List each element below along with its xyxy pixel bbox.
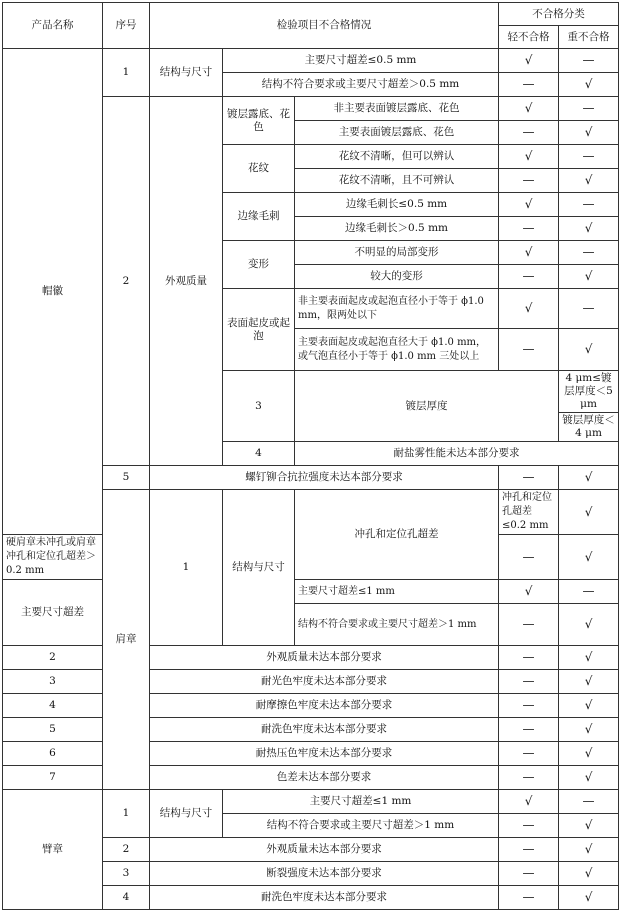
check-mark: √ xyxy=(499,49,559,73)
table-row xyxy=(3,790,619,814)
dash-mark: — xyxy=(499,838,559,862)
table-row xyxy=(3,718,619,742)
table-cell: 结构不符合要求或主要尺寸超差＞0.5 mm xyxy=(223,73,499,97)
table-cell: 外观质量未达本部分要求 xyxy=(150,646,499,670)
table-row xyxy=(3,694,619,718)
table-cell: 2 xyxy=(103,838,150,862)
dash-mark: — xyxy=(559,580,619,604)
check-mark: √ xyxy=(499,193,559,217)
table-cell: 外观质量 xyxy=(150,97,223,466)
table-cell: 表面起皮或起泡 xyxy=(223,289,295,371)
check-mark: √ xyxy=(499,790,559,814)
dash-mark: — xyxy=(499,265,559,289)
dash-mark: — xyxy=(499,694,559,718)
check-mark: √ xyxy=(499,97,559,121)
table-cell: 硬肩章未冲孔或肩章冲孔和定位孔超差＞0.2 mm xyxy=(3,535,103,580)
check-mark: √ xyxy=(559,742,619,766)
check-mark: √ xyxy=(559,121,619,145)
check-mark: √ xyxy=(559,670,619,694)
header-inspection-item: 检验项目不合格情况 xyxy=(150,3,499,49)
check-mark: √ xyxy=(499,289,559,329)
dash-mark: — xyxy=(499,814,559,838)
table-cell: 耐光色牢度未达本部分要求 xyxy=(150,670,499,694)
table-cell: 5 xyxy=(103,466,150,490)
table-cell: 耐热压色牢度未达本部分要求 xyxy=(150,742,499,766)
table-cell: 臂章 xyxy=(3,790,103,910)
header-sequence-no: 序号 xyxy=(103,3,150,49)
table-cell: 2 xyxy=(3,646,103,670)
check-mark: √ xyxy=(559,694,619,718)
dash-mark: — xyxy=(499,169,559,193)
table-cell: 耐洗色牢度未达本部分要求 xyxy=(150,718,499,742)
table-cell: 较大的变形 xyxy=(295,265,499,289)
table-cell: 断裂强度未达本部分要求 xyxy=(150,862,499,886)
table-cell: 1 xyxy=(103,49,150,97)
table-cell: 1 xyxy=(103,790,150,838)
dash-mark: — xyxy=(499,862,559,886)
table-cell: 变形 xyxy=(223,241,295,289)
dash-mark: — xyxy=(559,49,619,73)
table-cell: 3 xyxy=(3,670,103,694)
table-row xyxy=(3,742,619,766)
table-cell: 不明显的局部变形 xyxy=(295,241,499,265)
table-cell: 结构与尺寸 xyxy=(223,490,295,646)
table-cell: 非主要表面起皮或起泡直径小于等于 ϕ1.0 mm，限两处以下 xyxy=(295,289,499,329)
dash-mark: — xyxy=(499,742,559,766)
table-cell: 主要尺寸超差≤0.5 mm xyxy=(223,49,499,73)
table-row xyxy=(3,670,619,694)
table-cell: 边缘毛刺长≤0.5 mm xyxy=(295,193,499,217)
table-cell: 外观质量未达本部分要求 xyxy=(150,838,499,862)
table-cell: 耐洗色牢度未达本部分要求 xyxy=(150,886,499,910)
table-cell: 4 xyxy=(103,886,150,910)
dash-mark: — xyxy=(559,145,619,169)
table-cell: 主要尺寸超差≤1 mm xyxy=(223,790,499,814)
table-cell: 结构不符合要求或主要尺寸超差＞1 mm xyxy=(223,814,499,838)
table-cell: 主要尺寸超差≤1 mm xyxy=(295,580,499,604)
table-cell: 镀层露底、花色 xyxy=(223,97,295,145)
check-mark: √ xyxy=(559,535,619,580)
check-mark: √ xyxy=(559,265,619,289)
check-mark: √ xyxy=(559,814,619,838)
check-mark: √ xyxy=(559,169,619,193)
table-cell: 3 xyxy=(103,862,150,886)
table-row xyxy=(3,580,619,604)
dash-mark: — xyxy=(499,604,559,646)
table-cell: 边缘毛刺长＞0.5 mm xyxy=(295,217,499,241)
table-cell: 花纹不清晰，且不可辨认 xyxy=(295,169,499,193)
header-product-name: 产品名称 xyxy=(3,3,103,49)
dash-mark: — xyxy=(499,718,559,742)
dash-mark: — xyxy=(559,193,619,217)
check-mark: √ xyxy=(559,646,619,670)
check-mark: √ xyxy=(559,886,619,910)
dash-mark: — xyxy=(559,241,619,265)
table-cell: 冲孔和定位孔超差≤0.2 mm xyxy=(499,490,559,535)
table-cell: 主要尺寸超差 xyxy=(3,580,103,646)
check-mark: √ xyxy=(559,718,619,742)
table-row xyxy=(3,766,619,790)
check-mark: √ xyxy=(559,862,619,886)
check-mark: √ xyxy=(559,329,619,371)
dash-mark: — xyxy=(559,289,619,329)
dash-mark: — xyxy=(499,329,559,371)
dash-mark: — xyxy=(499,217,559,241)
table-cell: 镀层厚度＜4 μm xyxy=(559,413,619,442)
check-mark: √ xyxy=(499,580,559,604)
table-cell: 耐盐雾性能未达本部分要求 xyxy=(295,442,619,466)
check-mark: √ xyxy=(559,604,619,646)
check-mark: √ xyxy=(499,145,559,169)
dash-mark: — xyxy=(499,766,559,790)
table-cell: 5 xyxy=(3,718,103,742)
table-row xyxy=(3,646,619,670)
dash-mark: — xyxy=(499,670,559,694)
dash-mark: — xyxy=(559,790,619,814)
table-cell: 肩章 xyxy=(103,490,150,790)
table-cell: 4 μm≤镀层厚度＜5 μm xyxy=(559,371,619,413)
dash-mark: — xyxy=(499,886,559,910)
table-cell: 4 xyxy=(3,694,103,718)
table-cell: 冲孔和定位孔超差 xyxy=(295,490,499,580)
dash-mark: — xyxy=(559,97,619,121)
table-cell: 7 xyxy=(3,766,103,790)
dash-mark: — xyxy=(499,646,559,670)
check-mark: √ xyxy=(559,73,619,97)
header-nonconformity-class: 不合格分类 xyxy=(499,3,619,26)
check-mark: √ xyxy=(559,490,619,535)
table-cell: 结构与尺寸 xyxy=(150,49,223,97)
dash-mark: — xyxy=(499,73,559,97)
table-cell: 结构不符合要求或主要尺寸超差＞1 mm xyxy=(295,604,499,646)
check-mark: √ xyxy=(499,241,559,265)
table-cell: 2 xyxy=(103,97,150,466)
table-cell: 花纹 xyxy=(223,145,295,193)
table-cell: 4 xyxy=(223,442,295,466)
header-major-nonconformity: 重不合格 xyxy=(559,26,619,49)
table-cell: 结构与尺寸 xyxy=(150,790,223,838)
check-mark: √ xyxy=(559,217,619,241)
table-cell: 主要表面起皮或起泡直径大于 ϕ1.0 mm，或气泡直径小于等于 ϕ1.0 mm 三处以上 xyxy=(295,329,499,371)
table-row xyxy=(3,49,619,73)
table-cell: 色差未达本部分要求 xyxy=(150,766,499,790)
header-row xyxy=(3,3,619,26)
table-cell: 1 xyxy=(150,490,223,646)
table-cell: 帽徽 xyxy=(3,49,103,535)
header-minor-nonconformity: 轻不合格 xyxy=(499,26,559,49)
table-cell: 主要表面镀层露底、花色 xyxy=(295,121,499,145)
inspection-classification-table xyxy=(2,2,619,910)
table-cell: 3 xyxy=(223,371,295,442)
table-cell: 耐摩擦色牢度未达本部分要求 xyxy=(150,694,499,718)
table-cell: 非主要表面镀层露底、花色 xyxy=(295,97,499,121)
table-cell: 螺钉铆合抗拉强度未达本部分要求 xyxy=(150,466,499,490)
check-mark: √ xyxy=(559,466,619,490)
check-mark: √ xyxy=(559,766,619,790)
dash-mark: — xyxy=(499,121,559,145)
check-mark: √ xyxy=(559,838,619,862)
table-cell: 镀层厚度 xyxy=(295,371,559,442)
table-cell: 6 xyxy=(3,742,103,766)
dash-mark: — xyxy=(499,535,559,580)
table-cell: 花纹不清晰，但可以辨认 xyxy=(295,145,499,169)
table-cell: 边缘毛刺 xyxy=(223,193,295,241)
dash-mark: — xyxy=(499,466,559,490)
